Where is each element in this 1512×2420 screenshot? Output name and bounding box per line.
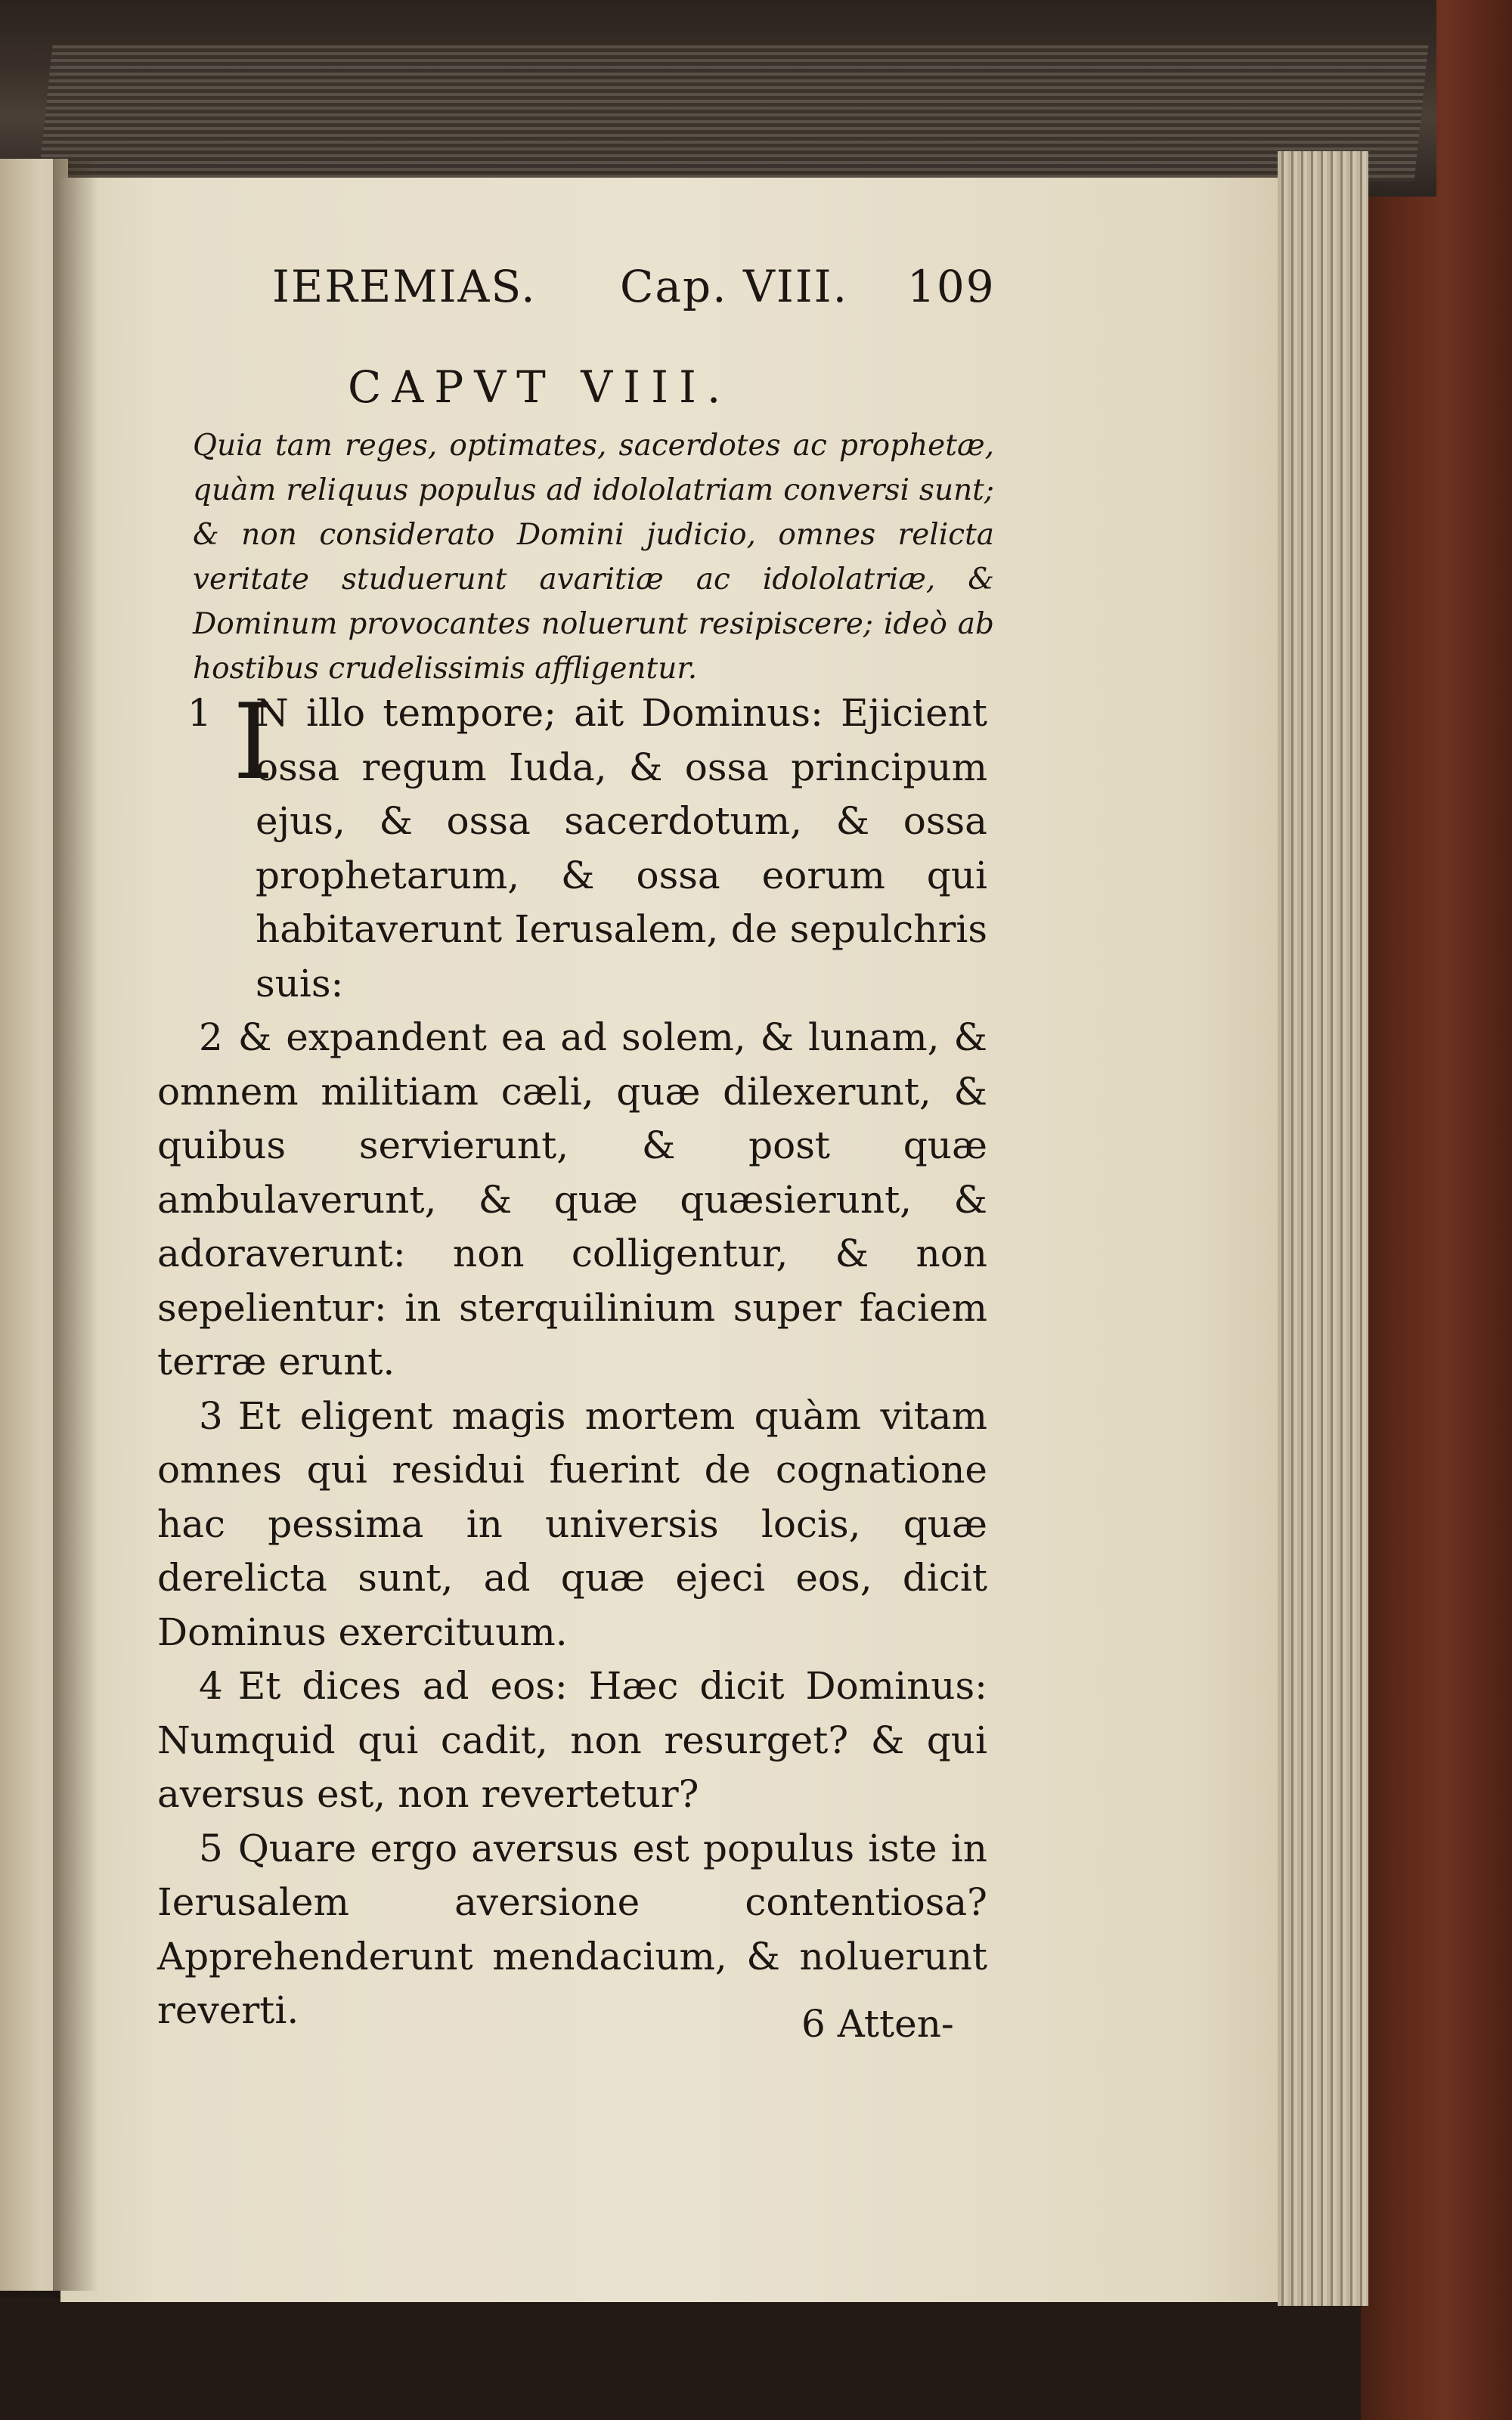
leather-cover	[1346, 0, 1512, 2420]
verse-1	[157, 681, 987, 1011]
page-edge-stripes	[39, 45, 1429, 181]
drop-cap: I	[233, 681, 274, 803]
verse-number: 1	[187, 691, 212, 735]
verse-number: 3	[199, 1393, 223, 1438]
running-head-chapter: Cap. VIII.	[620, 261, 849, 312]
gutter-shadow	[53, 159, 98, 2291]
bottom-background	[0, 2298, 1361, 2420]
fore-edge	[1278, 151, 1368, 2306]
verse-text: & expandent ea ad solem, & lunam, & omnem militiam cæli, quæ dilexerunt, & quibus servierunt, & post quæ ambulaverunt, & quæ quæsierunt, & adoraverunt: non colligentur, & non sepelientur: in sterquilinium super faciem terræ erunt.	[157, 1015, 987, 1384]
verse-number: 5	[199, 1826, 223, 1870]
verse-text: Quare ergo aversus est populus iste in Ierusalem aversione contentiosa? Apprehenderunt mendacium, & noluerunt reverti.	[157, 1826, 987, 2032]
running-head-book: IEREMIAS.	[272, 261, 537, 312]
running-head	[272, 261, 996, 312]
chapter-summary: Quia tam reges, optimates, sacerdotes ac prophetæ, quàm reliquus populus ad idololatriam conversi sunt; & non considerato Domini judicio, omnes relicta veritate studuerunt avaritiæ ac idololatriæ, & Dominum provocantes noluerunt resipiscere; ideò ab hostibus crudelissimis affligentur.	[193, 429, 994, 686]
chapter-heading: CAPVT VIII.	[348, 361, 732, 413]
verse-2	[157, 1011, 987, 1390]
verse-3	[157, 1390, 987, 1660]
verse-text: N illo tempore; ait Dominus: Ejicient ossa regum Iuda, & ossa principum ejus, & ossa sacerdotum, & ossa prophetarum, & ossa eorum qui habitaverunt Ierusalem, de sepulchris suis:	[256, 691, 987, 1005]
page-number: 109	[907, 261, 996, 312]
verse-text: Et eligent magis mortem quàm vitam omnes qui residui fuerint de cognatione hac pessima in universis locis, quæ derelicta sunt, ad quæ ejeci eos, dicit Dominus exercituum.	[157, 1393, 987, 1654]
verse-body	[157, 681, 987, 2038]
catchword: 6 Atten-	[801, 2002, 954, 2046]
verse-text: Et dices ad eos: Hæc dicit Dominus: Numquid qui cadit, non resurget? & qui aversus est, non revertetur?	[157, 1664, 987, 1816]
page-stack-top	[0, 0, 1436, 197]
verse-number: 2	[199, 1015, 223, 1059]
verse-number: 4	[199, 1664, 223, 1708]
verse-4	[157, 1659, 987, 1822]
